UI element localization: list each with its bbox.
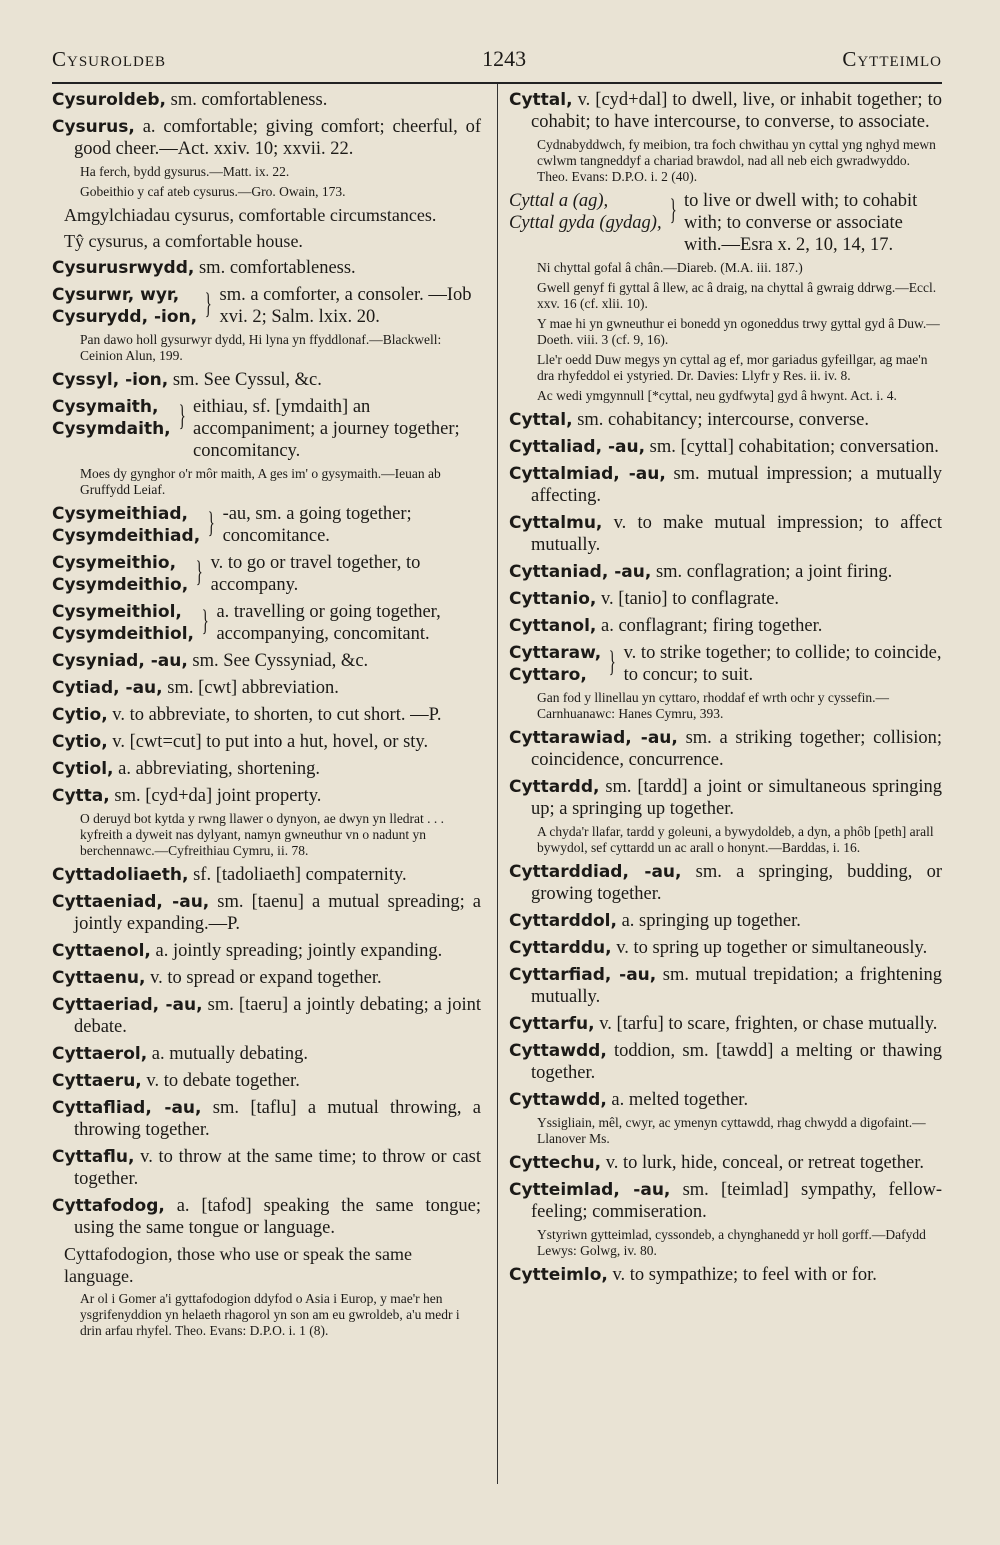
entry-definition: v. to spread or expand together. (145, 968, 382, 988)
entry-body (52, 864, 481, 886)
entry-headword: Cyttanio, (509, 589, 597, 609)
entry-definition: v. [tarfu] to scare, frighten, or chase mutually. (594, 1014, 938, 1034)
dictionary-entry (52, 1146, 481, 1190)
dictionary-entry (52, 864, 481, 886)
entry-headword: Cyttaliad, -au, (509, 437, 646, 457)
entry-headword: Cytiol, (52, 759, 114, 779)
entry-headword: Cyttaniad, -au, (509, 562, 652, 582)
page-header (52, 46, 942, 74)
entry-definition: a. springing up together. (616, 911, 801, 931)
entry-definition: v. to spring up together or simultaneously. (611, 938, 928, 958)
dictionary-entry (52, 731, 481, 753)
entry-headword: Cyttarawiad, -au, (509, 728, 678, 748)
dictionary-entry (509, 727, 942, 771)
paired-entry (52, 552, 481, 596)
entry-headword: Cyttaerol, (52, 1044, 148, 1064)
entry-body (509, 436, 942, 458)
paired-entry (52, 503, 481, 547)
paired-headword: Cysurwr, wyr, (52, 285, 180, 305)
citation: Ac wedi ymgynnull [*cyttal, neu gydfwyta] gyd â hwynt. Act. i. 4. (537, 388, 897, 403)
entry-body (509, 727, 942, 771)
column-divider (497, 84, 498, 1484)
entry-headword: Cyttal, (509, 410, 573, 430)
entry-body (509, 409, 942, 431)
citation: Ystyriwn gytteimlad, cyssondeb, a chynghanedd yr holl gorff.—Dafydd Lewys: Golwg, iv. 80. (537, 1227, 926, 1258)
entry-definition: sm. See Cyssul, &c. (168, 370, 322, 390)
dictionary-entry (509, 409, 942, 431)
paired-headword: Cysurydd, -ion, (52, 307, 198, 327)
entry-headword: Cyttarddu, (509, 938, 612, 958)
entry-headword: Cyttarddol, (509, 911, 617, 931)
entry-body (52, 1097, 481, 1141)
entry-definition: sm. comfortableness. (166, 90, 328, 110)
dictionary-entry (52, 89, 481, 111)
left-column (52, 84, 485, 1484)
dictionary-entry (52, 940, 481, 962)
paired-headword: Cysymdeithio, (52, 575, 189, 595)
entry-definition: v. to sympathize; to feel with or for. (607, 1265, 877, 1285)
entry-body (52, 369, 481, 391)
entry-definition: v. to debate together. (141, 1071, 300, 1091)
paired-headword: Cysymdeithiol, (52, 624, 195, 644)
dictionary-entry (52, 1097, 481, 1141)
entry-headword: Cyttaeniad, -au, (52, 892, 210, 912)
citation: Gan fod y llinellau yn cyttaro, rhoddaf ef wrth ochr y cyssefin.—Carnhuanawc: Hanes Cymru, 393. (537, 690, 890, 721)
entry-headword: Cyttarfiad, -au, (509, 965, 657, 985)
dictionary-entry (509, 861, 942, 905)
dictionary-entry (509, 1013, 942, 1035)
entry-headword: Cyttaenol, (52, 941, 151, 961)
entry-definition: toddion, sm. [tawdd] a melting or thawing together. (531, 1041, 942, 1083)
entry-body (52, 116, 481, 160)
dictionary-entry (509, 937, 942, 959)
dictionary-entry (52, 677, 481, 699)
entry-body (52, 785, 481, 807)
dictionary-entry (509, 1152, 942, 1174)
dictionary-entry (509, 512, 942, 556)
citation: Gobeithio y caf ateb cysurus.—Gro. Owain, 173. (80, 184, 346, 199)
dictionary-entry (509, 463, 942, 507)
brace-glyph: } (207, 506, 215, 539)
paired-headword: Cysymeithio, (52, 553, 177, 573)
entry-headword: Cytio, (52, 732, 108, 752)
entry-body (509, 512, 942, 556)
dictionary-entry (52, 967, 481, 989)
entry-body (52, 891, 481, 935)
entry-headword: Cytio, (52, 705, 108, 725)
running-head-left: Cysuroldeb (52, 47, 167, 71)
dictionary-entry (52, 1070, 481, 1092)
entry-body (509, 910, 942, 932)
subentry: Tŷ cysurus, a comfortable house. (64, 231, 303, 251)
dictionary-entry (52, 994, 481, 1038)
paired-headword: Cysymdaith, (52, 419, 171, 439)
entry-definition: v. to lurk, hide, conceal, or retreat together. (601, 1153, 925, 1173)
entry-headword: Cyttarddiad, -au, (509, 862, 682, 882)
entry-definition: a. jointly spreading; jointly expanding. (150, 941, 443, 961)
entry-body (509, 1264, 942, 1286)
paired-headword: Cysymeithiad, (52, 504, 188, 524)
entry-headword: Cyttaeriad, -au, (52, 995, 203, 1015)
entry-definition: v. [tanio] to conflagrate. (596, 589, 780, 609)
entry-headword: Cyttaflu, (52, 1147, 135, 1167)
entry-headword: Cyttalmiad, -au, (509, 464, 666, 484)
entry-definition: sm. [cyttal] cohabitation; conversation. (645, 437, 939, 457)
entry-definition: a. [tafod] speaking the same tongue; using the same tongue or language. (74, 1196, 481, 1238)
dictionary-entry (509, 561, 942, 583)
dictionary-entry (509, 910, 942, 932)
dictionary-entry (509, 436, 942, 458)
citation: Gwell genyf fi gyttal â llew, ac â draig, na chyttal â gwraig ddrwg.—Eccl. xxv. 16 (cf. xlii. 10). (537, 280, 937, 311)
brace-glyph: } (195, 555, 204, 588)
brace-glyph: } (669, 193, 677, 226)
entry-definition: sm. a comforter, a consoler. —Iob xvi. 2; Salm. lxix. 20. (219, 285, 472, 327)
entry-headword: Cyttafodog, (52, 1196, 165, 1216)
entry-body (52, 704, 481, 726)
paired-headword: Cyttaraw, (509, 643, 602, 663)
entry-headword: Cytteimlad, -au, (509, 1180, 671, 1200)
dictionary-entry (509, 89, 942, 133)
entry-body (52, 940, 481, 962)
citation: O deruyd bot kytda y rwng llawer o dynyon, ae dwyn yn lledrat . . . kyfreith a dyweit nas dylyant, namyn gwneuthur vn o nadunt yn berchennawc.—Cyfreithiau Cymru, ii. 78. (80, 811, 445, 858)
dictionary-entry (52, 369, 481, 391)
entry-definition: a. travelling or going together, accompanying, concomitant. (216, 602, 441, 644)
entry-headword: Cyttafliad, -au, (52, 1098, 202, 1118)
entry-body (509, 964, 942, 1008)
dictionary-entry (52, 891, 481, 935)
citation: Ha ferch, bydd gysurus.—Matt. ix. 22. (80, 164, 290, 179)
entry-body (509, 1040, 942, 1084)
dictionary-entry (52, 116, 481, 160)
paired-headword: Cysymdeithiad, (52, 526, 201, 546)
entry-headword: Cyttadoliaeth, (52, 865, 189, 885)
entry-headword: Cyttal, (509, 90, 573, 110)
paired-headwords (52, 503, 200, 547)
entry-body (509, 861, 942, 905)
citation: Moes dy gynghor o'r môr maith, A ges im' o gysymaith.—Ieuan ab Gruffydd Leiaf. (80, 466, 441, 497)
entry-definition: a. melted together. (606, 1090, 749, 1110)
entry-body (509, 937, 942, 959)
brace-glyph: } (608, 645, 617, 678)
entry-body (509, 776, 942, 820)
entry-definition: sm. [cyd+da] joint property. (109, 786, 322, 806)
running-head-right: Cytteimlo (842, 47, 942, 71)
entry-definition: -au, sm. a going together; concomitance. (222, 504, 412, 546)
entry-definition: sm. a springing, budding, or growing together. (531, 862, 943, 904)
entry-definition: sm. cohabitancy; intercourse, converse. (572, 410, 869, 430)
citation: Y mae hi yn gwneuthur ei bonedd yn ogoneddus trwy gyttal gyd â Duw.—Doeth. viii. 3 (cf. 9, 16). (537, 316, 940, 347)
entry-definition: sm. mutual impression; a mutually affecting. (531, 464, 942, 506)
entry-body (509, 1013, 942, 1035)
subentry: Cyttafodogion, those who use or speak the same language. (64, 1244, 412, 1286)
paired-entry (509, 642, 942, 686)
entry-body (509, 1089, 942, 1111)
entry-definition: eithiau, sf. [ymdaith] an accompaniment; a journey together; concomitancy. (193, 397, 460, 461)
entry-definition: sm. [cwt] abbreviation. (162, 678, 339, 698)
entry-body (509, 615, 942, 637)
entry-definition: a. abbreviating, shortening. (113, 759, 321, 779)
entry-definition: sm. [teimlad] sympathy, fellow-feeling; commiseration. (531, 1180, 942, 1222)
paired-headword: Cyttaro, (509, 665, 587, 685)
dictionary-entry (509, 588, 942, 610)
citation: Yssigliain, mêl, cwyr, ac ymenyn cyttawdd, rhag chwydd a digofaint.—Llanover Ms. (537, 1115, 926, 1146)
entry-definition: sm. See Cyssyniad, &c. (187, 651, 369, 671)
entry-body (52, 731, 481, 753)
citation: A chyda'r llafar, tardd y goleuni, a bywydoldeb, a dyn, a phôb [peth] arall bywydol, sef cyttardd un ac arall o honynt.—Barddas, i. 16. (537, 824, 934, 855)
entry-body (509, 463, 942, 507)
dictionary-entry (52, 785, 481, 807)
dictionary-entry (52, 704, 481, 726)
brace-glyph: } (178, 399, 186, 432)
entry-definition: v. to go or travel together, to accompany. (210, 553, 421, 595)
dictionary-entry (52, 257, 481, 279)
entry-body (52, 89, 481, 111)
paired-headwords (52, 284, 197, 328)
entry-body (52, 758, 481, 780)
entry-headword: Cyttanol, (509, 616, 597, 636)
entry-body (509, 89, 942, 133)
dictionary-entry (52, 650, 481, 672)
entry-headword: Cytiad, -au, (52, 678, 163, 698)
right-column (509, 84, 942, 1484)
entry-definition: a. conflagrant; firing together. (596, 616, 823, 636)
entry-definition: sm. [taeru] a jointly debating; a joint debate. (74, 995, 481, 1037)
paired-headwords (52, 552, 188, 596)
paired-headwords (509, 190, 662, 256)
entry-headword: Cyttawdd, (509, 1090, 607, 1110)
dictionary-entry (509, 615, 942, 637)
dictionary-entry (52, 1195, 481, 1239)
entry-body (52, 1070, 481, 1092)
entry-definition: sf. [tadoliaeth] compaternity. (188, 865, 407, 885)
paired-entry (52, 396, 481, 462)
entry-definition: v. [cwt=cut] to put into a hut, hovel, or sty. (107, 732, 429, 752)
paired-headwords (52, 601, 194, 645)
dictionary-entry (509, 1179, 942, 1223)
paired-headword: Cyttal gyda (gydag), (509, 213, 662, 233)
entry-headword: Cysuroldeb, (52, 90, 166, 110)
entry-definition: sm. comfortableness. (194, 258, 356, 278)
entry-headword: Cytta, (52, 786, 110, 806)
entry-definition: a. mutually debating. (147, 1044, 308, 1064)
entry-definition: sm. conflagration; a joint firing. (651, 562, 893, 582)
entry-headword: Cyttaenu, (52, 968, 146, 988)
entry-headword: Cyttechu, (509, 1153, 602, 1173)
entry-body (509, 588, 942, 610)
paired-headword: Cyttal a (ag), (509, 191, 609, 211)
brace-glyph: } (201, 604, 209, 637)
entry-headword: Cysurusrwydd, (52, 258, 195, 278)
entry-headword: Cysyniad, -au, (52, 651, 188, 671)
entry-definition: v. to throw at the same time; to throw or cast together. (74, 1147, 481, 1189)
dictionary-entry (509, 1040, 942, 1084)
entry-definition: sm. [taflu] a mutual throwing, a throwing together. (74, 1098, 481, 1140)
entry-body (52, 677, 481, 699)
entry-body (52, 650, 481, 672)
entry-body (52, 967, 481, 989)
subentry: Amgylchiadau cysurus, comfortable circumstances. (64, 205, 437, 225)
entry-definition: sm. [taenu] a mutual spreading; a jointly expanding.—P. (74, 892, 481, 934)
paired-headword: Cysymeithiol, (52, 602, 182, 622)
page-number: 1243 (482, 46, 527, 71)
entry-headword: Cyttarfu, (509, 1014, 595, 1034)
paired-entry (52, 601, 481, 645)
brace-glyph: } (204, 287, 212, 320)
citation: Cydnabyddwch, fy meibion, tra foch chwithau yn cyttal yng nghyd mewn cwlwm tangneddyf a chariad brawdol, nad all neb eich gwradwyddo. Theo. Evans: D.P.O. i. 2 (40). (537, 137, 936, 184)
citation: Ar ol i Gomer a'i gyttafodogion ddyfod o Asia i Europ, y mae'r hen ysgrifenyddion yn helaeth rhagorol yn son am eu gwroldeb, a'u medr i drin arfau rhyfel. Theo. Evans: D.P.O. i. 1 (8). (80, 1291, 460, 1338)
entry-headword: Cysurus, (52, 117, 135, 137)
entry-definition: a. comfortable; giving comfort; cheerful, of good cheer.—Act. xxiv. 10; xxvii. 22. (74, 117, 481, 159)
dictionary-entry (52, 758, 481, 780)
dictionary-entry (509, 964, 942, 1008)
entry-headword: Cytteimlo, (509, 1265, 608, 1285)
entry-body (52, 257, 481, 279)
entry-definition: sm. [tardd] a joint or simultaneous springing up; a springing up together. (531, 777, 942, 819)
paired-headword: Cysymaith, (52, 397, 159, 417)
entry-definition: to live or dwell with; to cohabit with; to converse or associate with.—Esra x. 2, 10, 14, 17. (684, 191, 918, 255)
entry-definition: v. to abbreviate, to shorten, to cut short. —P. (107, 705, 442, 725)
citation: Ni chyttal gofal â chân.—Diareb. (M.A. iii. 187.) (537, 260, 803, 275)
entry-body (52, 1043, 481, 1065)
paired-headwords (509, 642, 601, 686)
entry-definition: sm. mutual trepidation; a frightening mutually. (531, 965, 943, 1007)
entry-definition: v. to strike together; to collide; to coincide, to concur; to suit. (623, 643, 942, 685)
paired-entry (52, 284, 481, 328)
citation: Lle'r oedd Duw megys yn cyttal ag ef, mor gariadus gyfeillgar, ag mae'n dra rhyfeddol ei ystyried. Dr. Davies: Llyfr y Res. ii. iv. 8. (537, 352, 928, 383)
paired-headwords (52, 396, 171, 462)
entry-headword: Cyttalmu, (509, 513, 603, 533)
entry-body (509, 561, 942, 583)
paired-entry (509, 190, 942, 256)
dictionary-entry (509, 1264, 942, 1286)
entry-body (52, 1195, 481, 1239)
entry-body (509, 1179, 942, 1223)
entry-headword: Cyttardd, (509, 777, 600, 797)
entry-headword: Cyssyl, -ion, (52, 370, 169, 390)
dictionary-entry (52, 1043, 481, 1065)
entry-definition: v. [cyd+dal] to dwell, live, or inhabit together; to cohabit; to have intercourse, to converse, to associate. (531, 90, 942, 132)
entry-headword: Cyttaeru, (52, 1071, 142, 1091)
entry-body (52, 994, 481, 1038)
entry-body (509, 1152, 942, 1174)
dictionary-entry (509, 1089, 942, 1111)
entry-body (52, 1146, 481, 1190)
entry-headword: Cyttawdd, (509, 1041, 607, 1061)
entry-definition: sm. a striking together; collision; coincidence, concurrence. (531, 728, 942, 770)
citation: Pan dawo holl gysurwyr dydd, Hi lyna yn ffyddlonaf.—Blackwell: Ceinion Alun, 199. (80, 332, 442, 363)
entry-definition: v. to make mutual impression; to affect mutually. (531, 513, 942, 555)
columns (52, 84, 942, 1484)
dictionary-entry (509, 776, 942, 820)
